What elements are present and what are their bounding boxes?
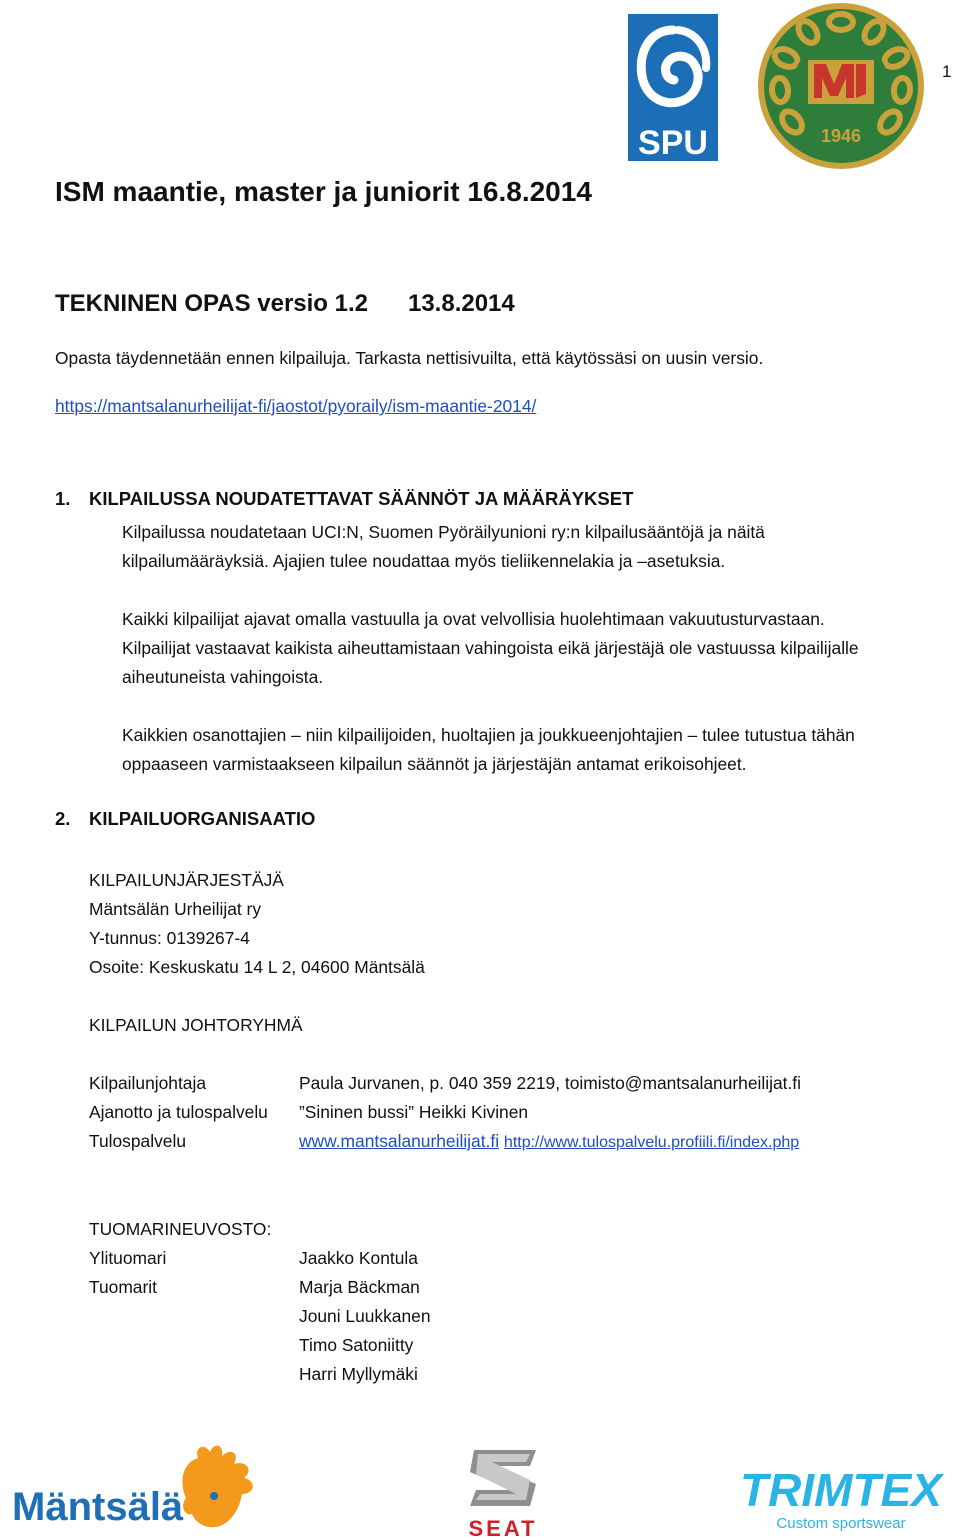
trimtex-tagline: Custom sportswear	[776, 1515, 906, 1532]
jury-name: Harri Myllymäki	[299, 1364, 418, 1384]
document-subtitle	[55, 290, 515, 318]
document-title: ISM maantie, master ja juniorit 16.8.2014	[55, 176, 592, 207]
section-1-line: oppaaseen varmistaakseen kilpailun säännöt ja järjestäjän antamat erikoisohjeet.	[122, 754, 747, 774]
management-value: Paula Jurvanen, p. 040 359 2219, toimisto@mantsalanurheilijat.fi	[299, 1073, 801, 1093]
management-heading: KILPAILUN JOHTORYHMÄ	[89, 1015, 303, 1035]
mantsalan-urheilijat-seal	[756, 2, 926, 170]
organizer-address: Osoite: Keskuskatu 14 L 2, 04600 Mäntsälä	[89, 957, 425, 977]
section-1-heading	[55, 488, 633, 510]
results-link-club[interactable]: www.mantsalanurheilijat.fi	[299, 1131, 500, 1151]
management-role: Kilpailunjohtaja	[89, 1073, 206, 1093]
management-value: ”Sininen bussi” Heikki Kivinen	[299, 1102, 529, 1122]
jury-row	[89, 1273, 801, 1302]
subtitle-date: 13.8.2014	[407, 290, 515, 317]
section-1-line: aiheutuneista vahingoista.	[122, 667, 324, 687]
mantsala-logo-text: Mäntsälä	[12, 1485, 184, 1529]
jury-name: Jouni Luukkanen	[299, 1306, 431, 1326]
section-1-line: Kaikki kilpailijat ajavat omalla vastuulla ja ovat velvollisia huolehtimaan vakuutusturvastaan.	[122, 609, 825, 629]
organizer-name: Mäntsälän Urheilijat ry	[89, 899, 262, 919]
organizer-heading: KILPAILUNJÄRJESTÄJÄ	[89, 870, 284, 890]
jury-role: Tuomarit	[89, 1277, 157, 1297]
subtitle-label: TEKNINEN OPAS versio 1.2	[55, 290, 368, 317]
section-1-line: Kilpailijat vastaavat kaikista aiheuttamistaan vahingoista eikä järjestäjä ole vastuussa kilpailijalle	[122, 638, 859, 658]
spu-logo	[628, 14, 718, 161]
jury-role	[89, 1331, 299, 1360]
organizer-business-id: Y-tunnus: 0139267-4	[89, 928, 250, 948]
results-link-tulospalvelu[interactable]: http://www.tulospalvelu.profiili.fi/index.php	[503, 1134, 800, 1151]
trimtex-logo	[722, 1462, 960, 1532]
section-2-heading	[55, 808, 315, 830]
organizer-block	[89, 866, 801, 1389]
section-1-line: Kilpailussa noudatetaan UCI:N, Suomen Pyöräilyunioni ry:n kilpailusääntöjä ja näitä	[122, 522, 765, 542]
jury-heading: TUOMARINEUVOSTO:	[89, 1219, 272, 1239]
management-row	[89, 1069, 801, 1098]
jury-name: Jaakko Kontula	[299, 1248, 418, 1268]
management-row	[89, 1127, 801, 1157]
jury-row	[89, 1360, 801, 1389]
seat-logo-text: SEAT	[468, 1516, 538, 1538]
jury-name: Timo Satoniitty	[299, 1335, 414, 1355]
section-1-line: kilpailumääräyksiä. Ajajien tulee noudattaa myös tieliikennelakia ja –asetuksia.	[122, 551, 726, 571]
mantsala-logo	[8, 1440, 276, 1532]
jury-row	[89, 1331, 801, 1360]
jury-role: Ylituomari	[89, 1248, 167, 1268]
management-row	[89, 1098, 801, 1127]
seat-logo	[444, 1444, 562, 1538]
section-1-line: Kaikkien osanottajien – niin kilpailijoiden, huoltajien ja joukkueenjohtajien – tulee tutustua tähän	[122, 725, 855, 745]
seal-year: 1946	[820, 126, 862, 146]
jury-name: Marja Bäckman	[299, 1277, 420, 1297]
section-2-number: 2.	[55, 808, 71, 829]
section-1-paragraph	[122, 518, 859, 779]
jury-row	[89, 1302, 801, 1331]
page-number: 1	[942, 62, 952, 81]
jury-role	[89, 1360, 299, 1389]
section-2-title: KILPAILUORGANISAATIO	[89, 808, 316, 829]
intro-text: Opasta täydennetään ennen kilpailuja. Tarkasta nettisivuilta, että käytössäsi on uusin versio.	[55, 348, 764, 368]
management-role: Tulospalvelu	[89, 1131, 186, 1151]
section-1-number: 1.	[55, 488, 71, 509]
management-role: Ajanotto ja tulospalvelu	[89, 1102, 268, 1122]
spu-logo-text: SPU	[638, 124, 708, 161]
jury-row	[89, 1244, 801, 1273]
section-1-title: KILPAILUSSA NOUDATETTAVAT SÄÄNNÖT JA MÄÄRÄYKSET	[89, 488, 634, 509]
trimtex-logo-text: TRIMTEX	[740, 1464, 942, 1516]
jury-role	[89, 1302, 299, 1331]
intro-link[interactable]: https://mantsalanurheilijat-fi/jaostot/pyoraily/ism-maantie-2014/	[55, 396, 537, 416]
